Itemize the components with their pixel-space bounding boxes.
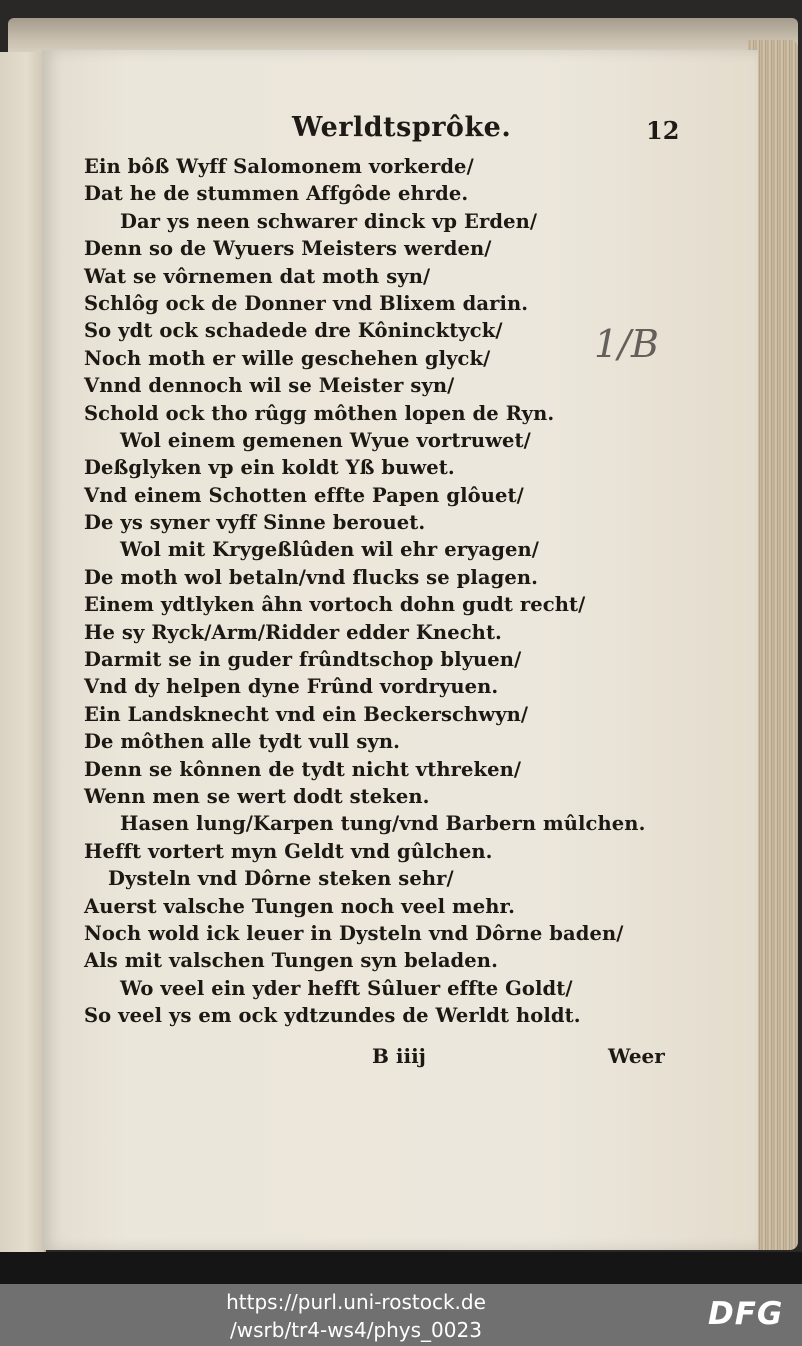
verse-line: Schold ock tho rûgg môthen lopen de Ryn.	[84, 401, 555, 425]
scan-shadow	[0, 1252, 802, 1284]
verse-line: He sy Ryck/Arm/Ridder edder Knecht.	[84, 620, 502, 644]
verse-line: Denn se kônnen de tydt nicht vthreken/	[84, 757, 522, 781]
verse-line: Dysteln vnd Dôrne steken sehr/	[108, 867, 454, 891]
verse-line: Auerst valsche Tungen noch veel mehr.	[84, 894, 515, 918]
verse-line: Als mit valschen Tungen syn beladen.	[84, 949, 498, 973]
dfg-logo: DFG	[708, 1296, 784, 1332]
verse-line: Vnd dy helpen dyne Frûnd vordryuen.	[84, 675, 499, 699]
catchword: Weer	[608, 1044, 665, 1068]
verse-line: Dar ys neen schwarer dinck vp Erden/	[120, 209, 538, 233]
verse-line: Wol mit Krygeßlûden wil ehr eryagen/	[120, 538, 539, 562]
footer-url-line-2[interactable]: /wsrb/tr4-ws4/phys_0023	[230, 1318, 482, 1342]
verse-line: Einem ydtlyken âhn vortoch dohn gudt recht/	[84, 593, 586, 617]
verse-line: Darmit se in guder frûndtschop blyuen/	[84, 648, 522, 672]
verse-line: So ydt ock schadede dre Kônincktyck/	[84, 319, 503, 343]
footer-url-line-1[interactable]: https://purl.uni-rostock.de	[226, 1290, 486, 1314]
verse-line: De ys syner vyff Sinne berouet.	[84, 511, 426, 535]
page-number: 12	[646, 116, 680, 145]
verse-line: Deßglyken vp ein koldt Yß buwet.	[84, 456, 455, 480]
running-title: Werldtsprôke.	[292, 112, 512, 143]
verse-block	[84, 153, 694, 1030]
verse-line: Ein Landsknecht vnd ein Beckerschwyn/	[84, 702, 529, 726]
verse-line: Wenn men se wert dodt steken.	[84, 784, 430, 808]
verse-line: Vnnd dennoch wil se Meister syn/	[84, 374, 455, 398]
verse-line: Ein bôß Wyff Salomonem vorkerde/	[84, 155, 474, 178]
verse-line: Wat se vôrnemen dat moth syn/	[84, 264, 431, 288]
facing-page-edge	[0, 52, 46, 1252]
verse-line: Schlôg ock de Donner vnd Blixem darin.	[84, 291, 529, 315]
verse-line: Noch wold ick leuer in Dysteln vnd Dôrne baden/	[84, 921, 624, 945]
verse-line: Hasen lung/Karpen tung/vnd Barbern mûlchen.	[120, 812, 646, 836]
signature-mark: B iiij	[372, 1044, 426, 1068]
pencil-annotation: 1/B	[594, 322, 659, 366]
verse-line: Hefft vortert myn Geldt vnd gûlchen.	[84, 839, 493, 863]
verse-line: Denn so de Wyuers Meisters werden/	[84, 237, 492, 261]
verse-line: Wol einem gemenen Wyue vortruwet/	[120, 428, 531, 452]
verse-line: Vnd einem Schotten effte Papen glôuet/	[84, 483, 524, 507]
verse-line: De moth wol betaln/vnd flucks se plagen.	[84, 565, 539, 589]
verse-line: De môthen alle tydt vull syn.	[84, 730, 401, 754]
verse-line: Wo veel ein yder hefft Sûluer effte Goldt/	[120, 976, 573, 1000]
verse-line: Dat he de stummen Affgôde ehrde.	[84, 182, 469, 206]
verse-line: So veel ys em ock ydtzundes de Werldt holdt.	[84, 1004, 581, 1028]
verse-line: Noch moth er wille geschehen glyck/	[84, 346, 491, 370]
